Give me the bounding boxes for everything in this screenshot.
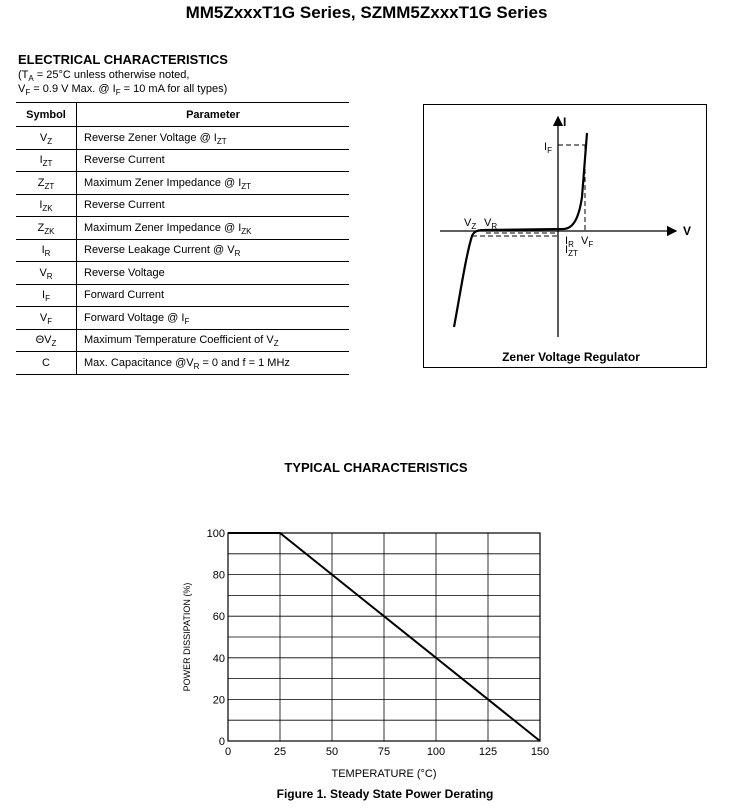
x-tick-label: 125 — [478, 746, 498, 758]
y-tick-label: 60 — [212, 611, 225, 624]
symbol-cell: $I_{ZT}$ — [16, 149, 77, 172]
figure-caption: Figure 1. Steady State Power Derating — [276, 787, 494, 801]
parameter-cell: Reverse Zener Voltage @ $I_{ZT}$ — [77, 127, 350, 150]
power-derating-chart — [170, 520, 560, 786]
ir-label: $I_R$ — [565, 235, 574, 249]
x-axis-label: TEMPERATURE (°C) — [331, 768, 437, 780]
symbol-cell: $I_R$ — [16, 239, 77, 262]
parameter-cell: Reverse Current — [77, 194, 350, 217]
parameter-cell: Max. Capacitance $@V_R = 0$ and f = 1 MHz — [77, 352, 350, 375]
parameter-table — [16, 102, 349, 375]
symbol-cell: $I_{ZK}$ — [16, 194, 77, 217]
y-tick-label: 0 — [218, 736, 225, 748]
x-tick-label: 75 — [377, 746, 391, 758]
table-row — [16, 194, 349, 217]
parameter-cell: Maximum Zener Impedance @ $I_{ZT}$ — [77, 172, 350, 195]
y-tick-label: 100 — [206, 528, 225, 540]
vr-label: $V_R$ — [484, 217, 498, 231]
vf-label: $V_F$ — [581, 235, 594, 249]
symbol-cell: $\Theta V_Z$ — [16, 329, 77, 352]
page-header: MM5ZxxxT1G Series, SZMM5ZxxxT1G Series — [185, 3, 548, 22]
typical-characteristics-title: TYPICAL CHARACTERISTICS — [284, 460, 468, 475]
symbol-cell: $V_R$ — [16, 262, 77, 285]
symbol-cell: $Z_{ZK}$ — [16, 217, 77, 240]
y-axis-label: POWER DISSIPATION (%) — [182, 582, 192, 692]
chart-ticks — [207, 528, 550, 758]
izt-label: $I_{ZT}$ — [565, 244, 578, 258]
symbol-cell: $V_Z$ — [16, 127, 77, 150]
y-tick-label: 40 — [212, 652, 225, 665]
table-row — [16, 172, 349, 195]
table-header-row — [16, 103, 349, 127]
chart-grid — [228, 533, 540, 741]
parameter-cell: Reverse Voltage — [77, 262, 350, 285]
symbol-cell: C — [16, 352, 77, 375]
table-row — [16, 217, 349, 240]
zener-voltage-regulator-diagram — [423, 104, 707, 368]
table-row — [16, 329, 349, 352]
parameter-cell: Forward Voltage @ $I_F$ — [77, 307, 350, 330]
parameter-cell: Reverse Leakage Current @ $V_R$ — [77, 239, 350, 262]
i-axis-label: I — [563, 115, 567, 129]
table-row — [16, 284, 349, 307]
x-tick-label: 150 — [530, 746, 550, 758]
symbol-cell: $V_F$ — [16, 307, 77, 330]
symbol-cell: $I_F$ — [16, 284, 77, 307]
forward-voltage-note: $V_F = 0.9$ V Max. @ $I_F = 10$ mA for all types) — [18, 83, 228, 98]
vz-label: $V_Z$ — [464, 217, 477, 231]
parameter-column-header: Parameter — [77, 103, 350, 127]
table-row — [16, 352, 349, 375]
v-axis-label: V — [683, 224, 692, 238]
table-row — [16, 307, 349, 330]
temperature-note: ($T_A = 25^\circ C$ unless otherwise noted, — [18, 69, 190, 84]
x-tick-label: 100 — [426, 746, 446, 758]
parameter-cell: Forward Current — [77, 284, 350, 307]
table-row — [16, 239, 349, 262]
x-tick-label: 50 — [325, 746, 339, 758]
zener-diagram-caption: Zener Voltage Regulator — [502, 350, 640, 364]
x-tick-label: 0 — [224, 746, 232, 758]
x-tick-label: 25 — [273, 746, 287, 758]
table-row — [16, 149, 349, 172]
symbol-cell: $Z_{ZT}$ — [16, 172, 77, 195]
symbol-column-header: Symbol — [16, 103, 77, 127]
y-tick-label: 80 — [212, 569, 225, 582]
table-row — [16, 262, 349, 285]
electrical-characteristics-title: ELECTRICAL CHARACTERISTICS — [18, 52, 228, 67]
if-label: $I_F$ — [544, 141, 552, 155]
table-row — [16, 127, 349, 150]
parameter-cell: Maximum Zener Impedance @ $I_{ZK}$ — [77, 217, 350, 240]
parameter-cell: Maximum Temperature Coefficient of $V_Z$ — [77, 329, 350, 352]
parameter-cell: Reverse Current — [77, 149, 350, 172]
y-tick-label: 20 — [212, 694, 225, 707]
